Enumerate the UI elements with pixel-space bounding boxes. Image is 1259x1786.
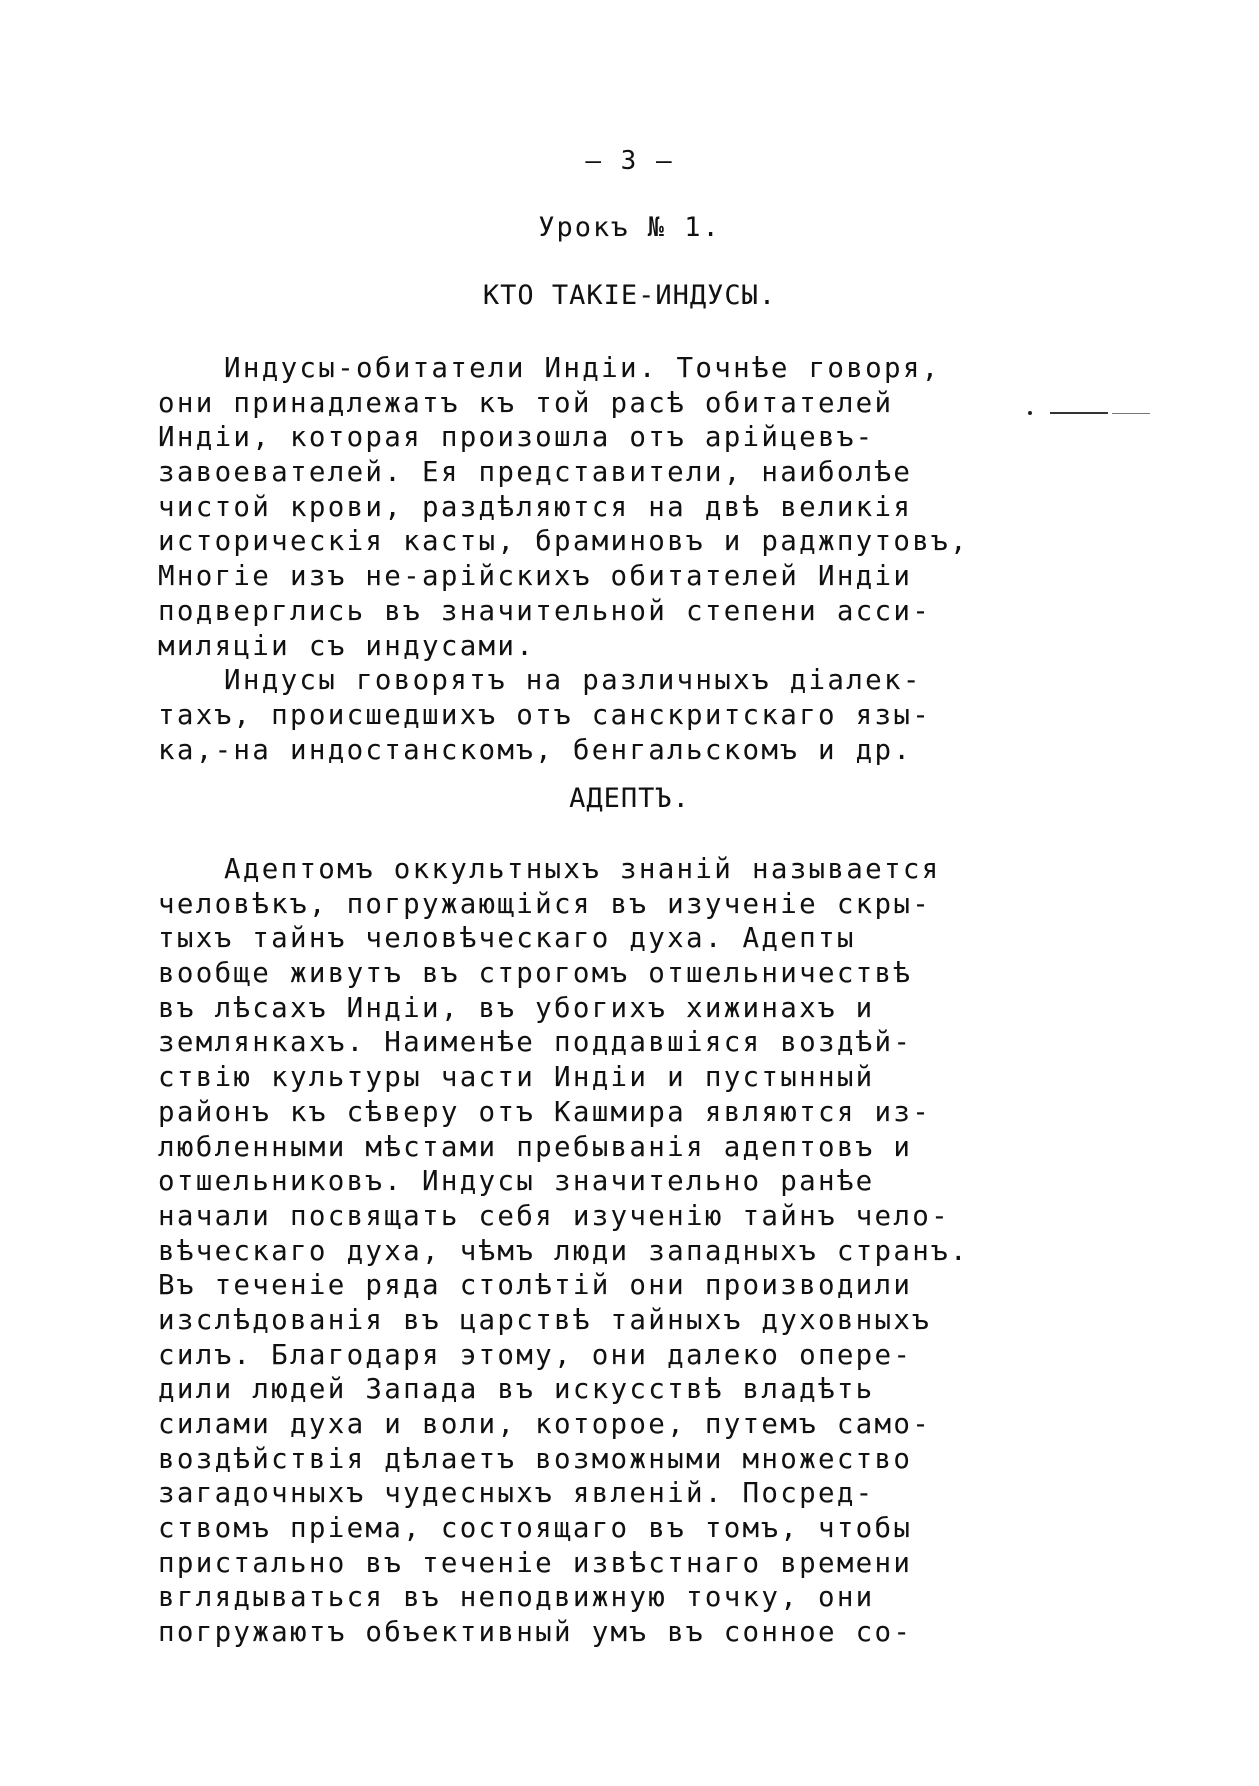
text-line: они принадлежатъ къ той расѣ обитателей	[158, 386, 894, 419]
text-line: дили людей Запада въ искусствѣ владѣть	[158, 1373, 875, 1406]
section-heading-adept: АДЕПТЪ.	[569, 783, 690, 814]
text-line: въ лѣсахъ Индіи, въ убогихъ хижинахъ и	[158, 991, 875, 1024]
text-line: вообще живутъ въ строгомъ отшельничествѣ	[158, 957, 913, 990]
text-line: изслѣдованія въ царствѣ тайныхъ духовныхъ	[158, 1303, 932, 1336]
text-line: силами духа и воли, которое, путемъ само-	[158, 1408, 932, 1440]
text-line: загадочныхъ чудесныхъ явленій. Посред-	[158, 1477, 875, 1510]
text-line: тыхъ тайнъ человѣческаго духа. Адепты	[158, 922, 856, 955]
text-line: отшельниковъ. Индусы значительно ранѣе	[158, 1165, 875, 1198]
text-line: воздѣйствія дѣлаетъ возможными множество	[158, 1442, 913, 1475]
text-line: землянкахъ. Наименѣе поддавшіяся воздѣй-	[158, 1026, 913, 1059]
lesson-title: Урокъ № 1.	[538, 212, 721, 243]
text-line: силъ. Благодаря этому, они далеко опере-	[158, 1338, 913, 1371]
section-body-adept	[158, 852, 1058, 1650]
text-line: вѣческаго духа, чѣмъ люди западныхъ странъ.	[158, 1234, 969, 1267]
text-line: Многіе изъ не-арійскихъ обитателей Индіи	[158, 560, 913, 593]
text-line: погружаютъ объективный умъ въ сонное со-	[158, 1616, 913, 1649]
text-line: Индіи, которая произошла отъ арійцевъ-	[158, 421, 875, 454]
text-line: любленными мѣстами пребыванія адептовъ и	[158, 1130, 913, 1163]
text-line: ствомъ пріема, состоящаго въ томъ, чтобы	[158, 1512, 913, 1545]
text-line: миляціи съ индусами.	[158, 629, 536, 662]
text-line: тахъ, происшедшихъ отъ санскритскаго язы-	[158, 698, 932, 731]
text-line: начали посвящать себя изученію тайнъ чело-	[158, 1199, 950, 1232]
text-line: Индусы-обитатели Индіи. Точнѣе говоря,	[224, 352, 941, 384]
text-line: вглядываться въ неподвижную точку, они	[158, 1581, 875, 1614]
section-heading-hindus: КТО ТАКІЕ-ИНДУСЫ.	[482, 280, 777, 311]
text-line: районъ къ сѣверу отъ Кашмира являются из-	[158, 1095, 932, 1128]
text-line: Адептомъ оккультныхъ знаній называется	[224, 853, 941, 885]
section-body-hindus	[158, 351, 1058, 767]
text-line: человѣкъ, погружающійся въ изученіе скры-	[158, 887, 932, 920]
text-line: ствію культуры части Индіи и пустынный	[158, 1061, 875, 1094]
text-line: чистой крови, раздѣляются на двѣ великія	[158, 490, 913, 523]
text-line: пристально въ теченіе извѣстнаго времени	[158, 1546, 913, 1579]
text-line: Въ теченіе ряда столѣтій они производили	[158, 1269, 913, 1302]
text-line: историческія касты, браминовъ и раджпутовъ,	[158, 525, 969, 558]
text-line: ка,-на индостанскомъ, бенгальскомъ и др.	[158, 733, 913, 766]
text-line: завоевателей. Ея представители, наиболѣе	[158, 456, 913, 489]
text-line: Индусы говорятъ на различныхъ діалек-	[224, 664, 922, 697]
page-number: — 3 —	[585, 146, 674, 176]
text-line: подверглись въ значительной степени асси-	[158, 594, 932, 627]
margin-pencil-mark	[1028, 410, 1153, 416]
